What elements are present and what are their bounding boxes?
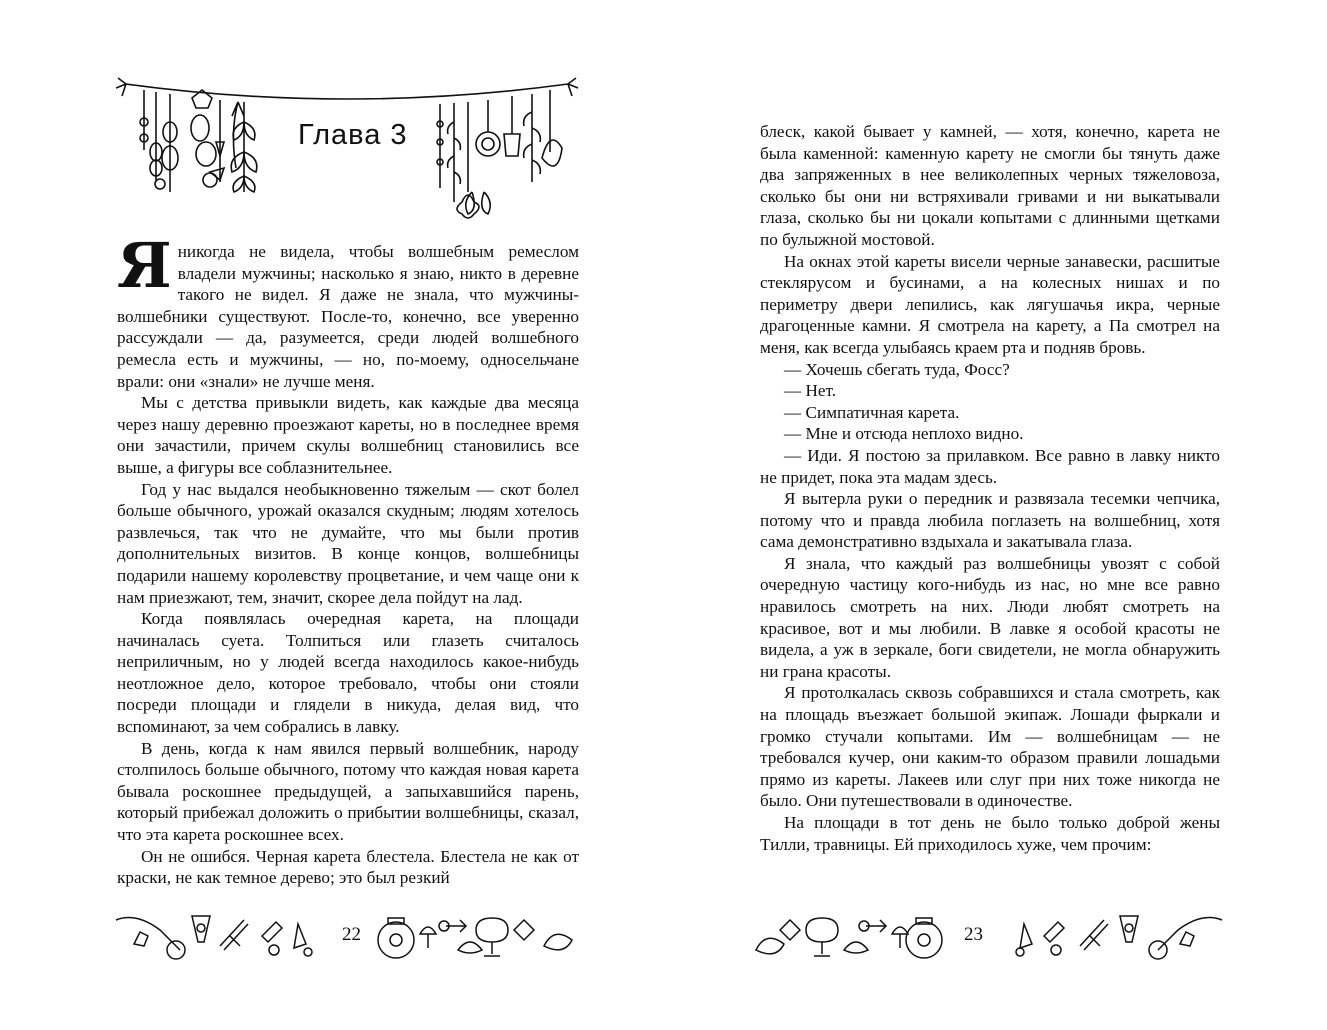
- paragraph: На площади в тот день не было только доброй жены Тилли, травницы. Ей приходилось хуже, чем прочим:: [760, 813, 1220, 854]
- page-number: 23: [964, 924, 983, 945]
- dialogue-line: — Симпатичная карета.: [784, 402, 960, 422]
- paragraph: Я знала, что каждый раз волшебницы увозят с собой очередную частицу кого-нибудь из нас, но мне все равно нравилось смотреть на них. Люди любят смотреть на красивое, вот и мы любили. В лавке я особой красоты не видела, а уж в зеркале, боги свидетели, не могла обнаружить ни грана красоты.: [760, 553, 1220, 681]
- paragraph: На окнах этой кареты висели черные занавески, расшитые стеклярусом и бусинами, а на колесных нишах и по периметру двери лепились, как лягушачья икра, черные драгоценные камни. Я смотрела на карету, а Па смотрел на меня, как всегда улыбаясь краем рта и подняв бровь.: [760, 251, 1220, 357]
- first-paragraph-text: никогда не видела, чтобы волшебным ремеслом владели мужчины; насколько я знаю, никто в деревне такого не видел. Я даже не знала, что мужчины-волшебники существуют. После-то, конечно, все уверенно рассуждали — да, разумеется, среди людей волшебного ремесла есть и мужчины, — но, по-моему, односельчане врали: они «знали» не лучше меня.: [117, 242, 579, 391]
- dialogue-line: — Нет.: [784, 381, 837, 401]
- dialogue-line: — Хочешь сбегать туда, Фосс?: [784, 359, 1010, 379]
- magic-items-ornament-icon: [1010, 906, 1226, 966]
- paragraph: Мы с детства привыкли видеть, как каждые два месяца через нашу деревню проезжают кареты, но в последнее время они зачастили, причем скулы волшебниц становились все выше, а фигуры все соблазнительнее.: [117, 393, 579, 477]
- right-page-footer: [748, 906, 1226, 966]
- left-page-text: [117, 229, 579, 889]
- right-page-text: [760, 121, 1220, 855]
- chapter-title: Глава 3: [298, 119, 408, 151]
- hanging-herbs-garland-illustration: [112, 72, 582, 232]
- magic-items-ornament-icon: [748, 906, 944, 966]
- page-number: 22: [342, 924, 361, 945]
- magic-items-ornament-icon: [374, 906, 582, 966]
- left-page-footer: [112, 906, 582, 966]
- first-paragraph: [117, 229, 579, 392]
- paragraph: Я протолкалась сквозь собравшихся и стала смотреть, как на площадь въезжает большой экипаж. Лошади фыркали и громко стучали копытами. Им — волшебницам — не требовался кучер, они каким-то образом правили лошадьми прямо из кареты. Лакеев или слуг при них тоже никогда не было. Они путешествовали в одиночестве.: [760, 683, 1220, 811]
- paragraph: В день, когда к нам явился первый волшебник, народу столпилось больше обычного, потому что каждая новая карета бывала роскошнее предыдущей, а запыхавшийся парень, который прибежал доложить о прибытии волшебницы, сказал, что эта карета роскошнее всех.: [117, 738, 579, 845]
- drop-cap-letter: Я: [117, 229, 172, 302]
- paragraph: Он не ошибся. Черная карета блестела. Блестела не как от краски, не как темное дерево; это был резкий: [117, 846, 579, 888]
- dialogue-line: — Мне и отсюда неплохо видно.: [784, 424, 1024, 444]
- paragraph: Я вытерла руки о передник и развязала тесемки чепчика, потому что и правда любила поглазеть на волшебниц, хотя сама демонстративно вздыхала и закатывала глаза.: [760, 489, 1220, 552]
- right-page: [664, 0, 1327, 1030]
- magic-items-ornament-icon: [112, 906, 322, 966]
- continuation-paragraph: блеск, какой бывает у камней, — хотя, конечно, карета не была каменной: каменную карету не смогли бы тянуть даже два запряженных в нее великолепных черных тяжеловоза, сколько бы они ни встряхивали гривами и ни выкатывали глаза, сколько бы ни цокали копытами с длинными щетками по булыжной мостовой.: [760, 122, 1220, 249]
- dialogue-line: — Иди. Я постою за прилавком. Все равно в лавку никто не придет, пока эта мадам здесь.: [760, 445, 1220, 487]
- paragraph: Когда появлялась очередная карета, на площади начиналась суета. Толпиться или глазеть считалось неприличным, но у людей всегда находилось какое-нибудь неотложное дело, которое требовало, чтобы они стояли посреди площади и глядели в никуда, делая вид, что вспоминают, за чем собрались в лавку.: [117, 609, 579, 737]
- paragraph: Год у нас выдался необыкновенно тяжелым — скот болел больше обычного, урожай оказался скудным; людям хотелось развлечься, так что не думайте, что мы были против дополнительных визитов. В конце концов, волшебницы подарили нашему королевству процветание, и чем чаще они к нам приезжают, тем, значит, скорее дела пойдут на лад.: [117, 479, 579, 607]
